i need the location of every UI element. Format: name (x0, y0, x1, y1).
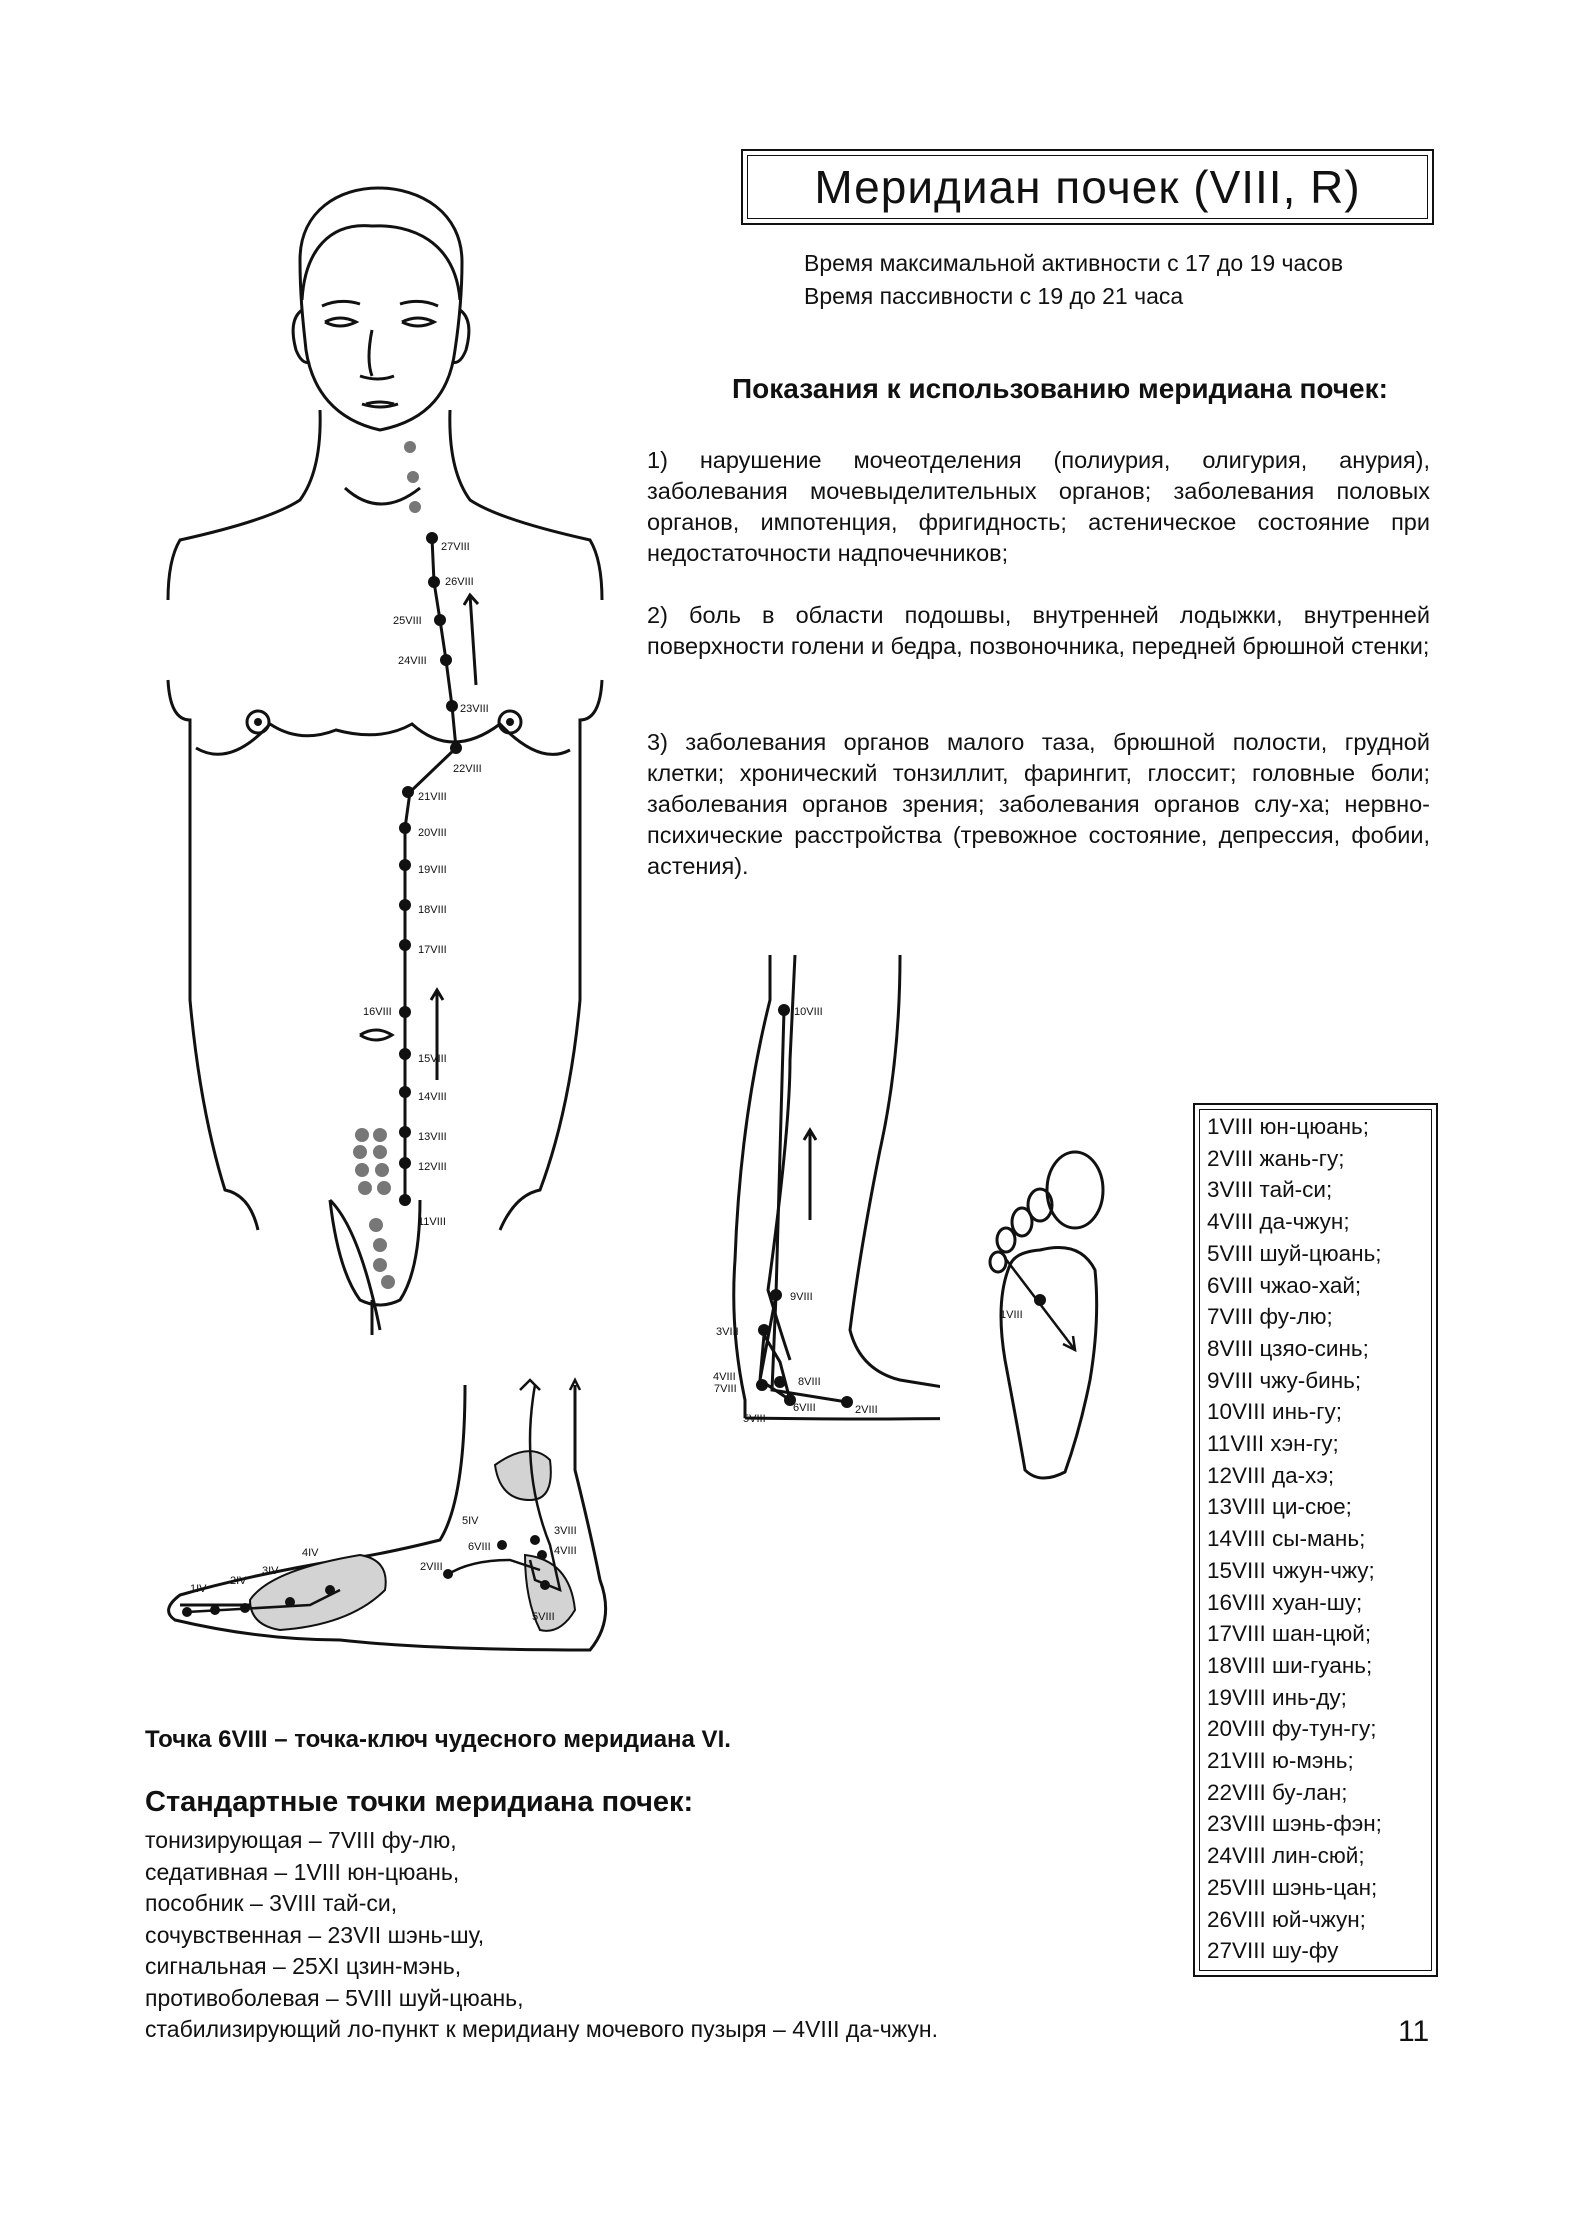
label-4iv: 4IV (302, 1547, 319, 1559)
label-19viii: 19VIII (418, 864, 447, 876)
points-table-item: 14VIII сы-мань; (1207, 1526, 1366, 1552)
label-7viii: 7VIII (714, 1383, 737, 1395)
label-26viii: 26VIII (445, 576, 474, 588)
title-box (741, 149, 1434, 225)
points-table-item: 22VIII бу-лан; (1207, 1779, 1348, 1805)
label-1iv: 1IV (190, 1583, 207, 1595)
label-2viii: 2VIII (855, 1404, 878, 1416)
standard-point-item: тонизирующая – 7VIII фу-лю, (145, 1827, 457, 1853)
points-table-item: 2VIII жань-гу; (1207, 1145, 1345, 1171)
points-table-item: 12VIII да-хэ; (1207, 1462, 1335, 1488)
label-20viii: 20VIII (418, 827, 447, 839)
label-3viii: 3VIII (716, 1326, 739, 1338)
standard-point-item: стабилизирующий ло-пункт к меридиану мочевого пузыря – 4VIII да-чжун. (145, 2016, 938, 2042)
points-table-item: 25VIII шэнь-цан; (1207, 1874, 1378, 1900)
standard-point-item: седативная – 1VIII юн-цюань, (145, 1858, 460, 1885)
points-table-item: 13VIII ци-сюе; (1207, 1494, 1352, 1520)
points-list (1207, 1111, 1382, 1967)
points-table-item: 3VIII тай-си; (1207, 1177, 1333, 1203)
leg-figure (700, 950, 940, 1430)
label-16viii: 16VIII (363, 1006, 392, 1018)
points-table-item: 27VIII шу-фу (1207, 1938, 1339, 1964)
points-table-item: 23VIII шэнь-фэн; (1207, 1811, 1382, 1837)
points-table-item: 7VIII фу-лю; (1207, 1304, 1333, 1330)
points-table-item: 24VIII лин-сюй; (1207, 1843, 1365, 1869)
standard-point-item: сигнальная – 25XI цзин-мэнь, (145, 1953, 462, 1979)
points-table-item: 11VIII хэн-гу; (1207, 1431, 1339, 1457)
label-10viii: 10VIII (794, 1006, 823, 1018)
label-foot-6viii: 6VIII (468, 1541, 491, 1553)
label-5viii: 5VIII (743, 1413, 766, 1425)
points-table-item: 21VIII ю-мэнь; (1207, 1748, 1354, 1774)
label-2iv: 2IV (230, 1575, 247, 1587)
indication-1: 1) нарушение мочеотделения (полиурия, олигурия, анурия), заболевания мочевыделительных органов; заболевания половых органов, импотенция, фригидность; астеническое состояние при недостаточности надпочечников; (647, 447, 1430, 566)
max-activity-time: Время максимальной активности с 17 до 19 часов (804, 250, 1344, 276)
indication-2: 2) боль в области подошвы, внутренней лодыжки, внутренней поверхности голени и бедра, позвоночника, передней брюшной стенки; (647, 602, 1430, 659)
standard-points-heading: Стандартные точки меридиана почек: (145, 1786, 694, 1818)
points-table-item: 4VIII да-чжун; (1207, 1209, 1350, 1235)
label-15viii: 15VIII (418, 1053, 447, 1065)
label-foot-2viii: 2VIII (420, 1561, 443, 1573)
label-25viii: 25VIII (393, 615, 422, 627)
standard-point-item: пособник – 3VIII тай-си, (145, 1890, 398, 1916)
label-24viii: 24VIII (398, 655, 427, 667)
points-table-item: 18VIII ши-гуань; (1207, 1652, 1373, 1678)
label-22viii: 22VIII (453, 763, 482, 775)
label-foot-5viii: 5VIII (532, 1611, 555, 1623)
label-1viii: 1VIII (1000, 1309, 1023, 1321)
points-table-item: 1VIII юн-цюань; (1207, 1114, 1369, 1139)
label-14viii: 14VIII (418, 1091, 447, 1103)
points-table-item: 16VIII хуан-шу; (1207, 1589, 1363, 1615)
foot-figure (160, 1370, 620, 1660)
points-table-item: 8VIII цзяо-синь; (1207, 1335, 1369, 1361)
points-table-item: 15VIII чжун-чжу; (1207, 1557, 1375, 1583)
points-table-item: 5VIII шуй-цюань; (1207, 1240, 1382, 1266)
points-table-item: 26VIII юй-чжун; (1207, 1906, 1366, 1932)
label-23viii: 23VIII (460, 703, 489, 715)
indications-heading: Показания к использованию меридиана почек: (732, 373, 1388, 404)
indication-3: 3) заболевания органов малого таза, брюшной полости, грудной клетки; хронический тонзиллит, фарингит, глоссит; головные боли; заболевания органов зрения; заболевания органов слу-ха; нервно-психические расстройства (тревожное состояние, депрессия, фобии, астения). (647, 729, 1430, 879)
nipple-left-icon (247, 711, 269, 733)
page-number: 11 (1398, 2015, 1430, 2048)
label-9viii: 9VIII (790, 1291, 813, 1303)
label-8viii: 8VIII (798, 1376, 821, 1388)
label-17viii: 17VIII (418, 944, 447, 956)
label-27viii: 27VIII (441, 541, 470, 553)
nipple-right-icon (499, 711, 521, 733)
body-figure (150, 160, 620, 1340)
label-5iv: 5IV (462, 1515, 479, 1527)
points-table (1193, 1103, 1438, 1977)
label-foot-3viii: 3VIII (554, 1525, 577, 1537)
sole-figure (980, 1130, 1120, 1500)
label-18viii: 18VIII (418, 904, 447, 916)
label-11viii: 11VIII (418, 1216, 446, 1228)
standard-point-item: сочувственная – 23VII шэнь-шу, (145, 1921, 485, 1948)
points-table-item: 9VIII чжу-бинь; (1207, 1367, 1362, 1393)
label-3iv: 3IV (262, 1565, 279, 1577)
standard-points-list (145, 1825, 938, 2046)
points-table-item: 20VIII фу-тун-гу; (1207, 1716, 1377, 1742)
points-table-item: 6VIII чжао-хай; (1207, 1272, 1362, 1298)
points-table-item: 19VIII инь-ду; (1207, 1684, 1347, 1710)
label-13viii: 13VIII (418, 1131, 447, 1143)
label-4viii: 4VIII (713, 1371, 736, 1383)
label-21viii: 21VIII (418, 791, 447, 803)
points-table-item: 17VIII шан-цюй; (1207, 1621, 1372, 1647)
standard-point-item: противоболевая – 5VIII шуй-цюань, (145, 1984, 524, 2011)
label-12viii: 12VIII (418, 1161, 447, 1173)
label-foot-4viii: 4VIII (554, 1545, 577, 1557)
points-table-item: 10VIII инь-гу; (1207, 1399, 1342, 1425)
passive-time: Время пассивности с 19 до 21 часа (804, 283, 1184, 309)
page-title: Меридиан почек (VIII, R) (814, 161, 1361, 213)
label-6viii: 6VIII (793, 1402, 816, 1414)
key-point-note: Точка 6VIII – точка-ключ чудесного меридиана VI. (145, 1726, 731, 1753)
